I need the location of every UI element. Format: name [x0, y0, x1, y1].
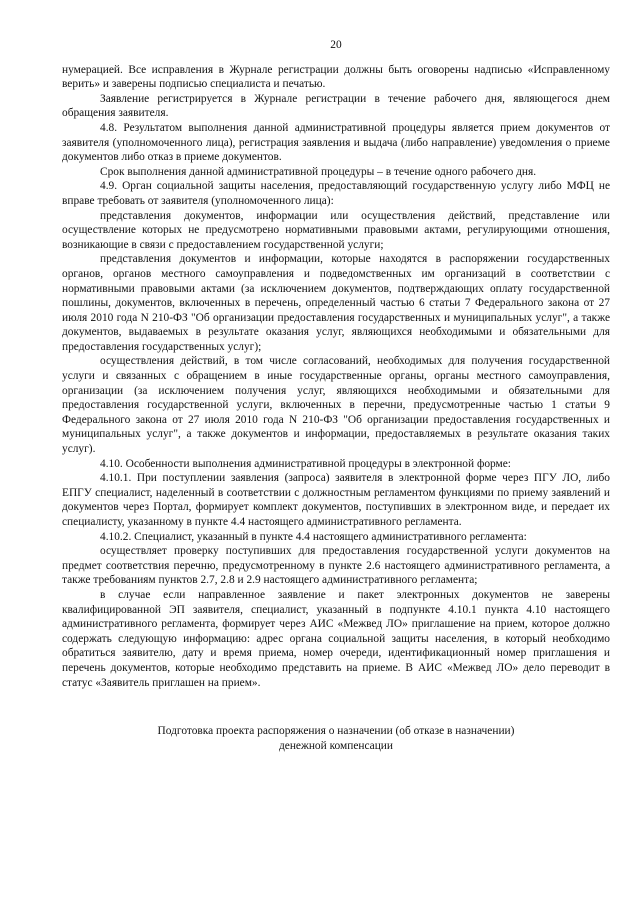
paragraph: 4.10.1. При поступлении заявления (запроса) заявителя в электронной форме через ПГУ ЛО, либо ЕПГУ специалист, наделенный в соответствии с должностным регламентом функциями по приему заявлений и документов через Портал, формирует комплект документов, поступивших в электронном виде, и передает их специалисту, указанному в пункте 4.4 настоящего административного регламента. [62, 472, 610, 528]
paragraph: в случае если направленное заявление и пакет электронных документов не заверены квалифицированной ЭП заявителя, специалист, указанный в подпункте 4.10.1 пункта 4.10 настоящего административного регламента, формирует через АИС «Межвед ЛО» приглашение на прием, которое должно содержать следующую информацию: адрес органа социальной защиты населения, в который необходимо обратиться заявителю, дату и время приема, номер очереди, идентификационный номер приглашения и перечень документов, которые необходимо представить на приеме. В АИС «Межвед ЛО» дело переводит в статус «Заявитель приглашен на прием». [62, 588, 610, 689]
paragraph: Заявление регистрируется в Журнале регистрации в течение рабочего дня, являющегося днем обращения заявителя. [62, 92, 610, 120]
paragraph: осуществляет проверку поступивших для предоставления государственной услуги документов на предмет соответствия перечню, предусмотренному в пункте 2.6 настоящего административного регламента, а также требованиям пунктов 2.7, 2.8 и 2.9 настоящего административного регламента; [62, 545, 610, 587]
section-heading-line: Подготовка проекта распоряжения о назначении (об отказе в назначении) [157, 725, 515, 738]
page-number: 20 [330, 39, 342, 51]
body-text [62, 63, 610, 691]
paragraph: 4.9. Орган социальной защиты населения, предоставляющий государственную услугу либо МФЦ не вправе требовать от заявителя (уполномоченного лица): [62, 180, 610, 207]
paragraph: 4.10.2. Специалист, указанный в пункте 4.4 настоящего административного регламента: [100, 530, 527, 543]
section-heading-line: денежной компенсации [278, 739, 394, 752]
paragraph: нумерацией. Все исправления в Журнале регистрации должны быть оговорены надписью «Исправленному верить» и заверены подписью специалиста и печатью. [62, 63, 610, 91]
section-heading [62, 724, 610, 753]
paragraph: представления документов и информации, которые находятся в распоряжении государственных органов, органов местного самоуправления и подведомственных им организаций в соответствии с нормативными правовыми актами (за исключением документов, подтверждающих оплату государственной пошлины, документов, включенных в перечень, определенный частью 6 статьи 7 Федерального закона от 27 июля 2010 года N 210-ФЗ "Об организации предоставления государственных и муниципальных услуг", а также документов, выдаваемых в результате оказания услуг, являющихся необходимыми и обязательными для предоставления государственных услуг); [62, 253, 610, 353]
paragraph: Срок выполнения данной административной процедуры – в течение одного рабочего дня. [100, 165, 537, 178]
paragraph: 4.10. Особенности выполнения административной процедуры в электронной форме: [100, 457, 511, 470]
paragraph: осуществления действий, в том числе согласований, необходимых для получения государственной услуги и связанных с обращением в иные государственные органы, органы местного самоуправления, организации (за исключением получения услуг, являющихся необходимыми и обязательными для предоставления государственной услуги, включенных в перечни, предусмотренные частью 1 статьи 9 Федерального закона от 27 июля 2010 года N 210-ФЗ "Об организации предоставления государственных и муниципальных услуг", а также документов и информации, предоставляемых в результате оказания таких услуг). [62, 355, 610, 456]
paragraph: представления документов, информации или осуществления действий, представление или осуществление которых не предусмотрено нормативными правовыми актами, регулирующими отношения, возникающие в связи с предоставлением государственной услуги; [62, 209, 610, 251]
paragraph: 4.8. Результатом выполнения данной административной процедуры является прием документов от заявителя (уполномоченного лица), регистрация заявления и выдача (либо направление) уведомления о приеме документов либо отказ в приеме документов. [62, 121, 610, 164]
